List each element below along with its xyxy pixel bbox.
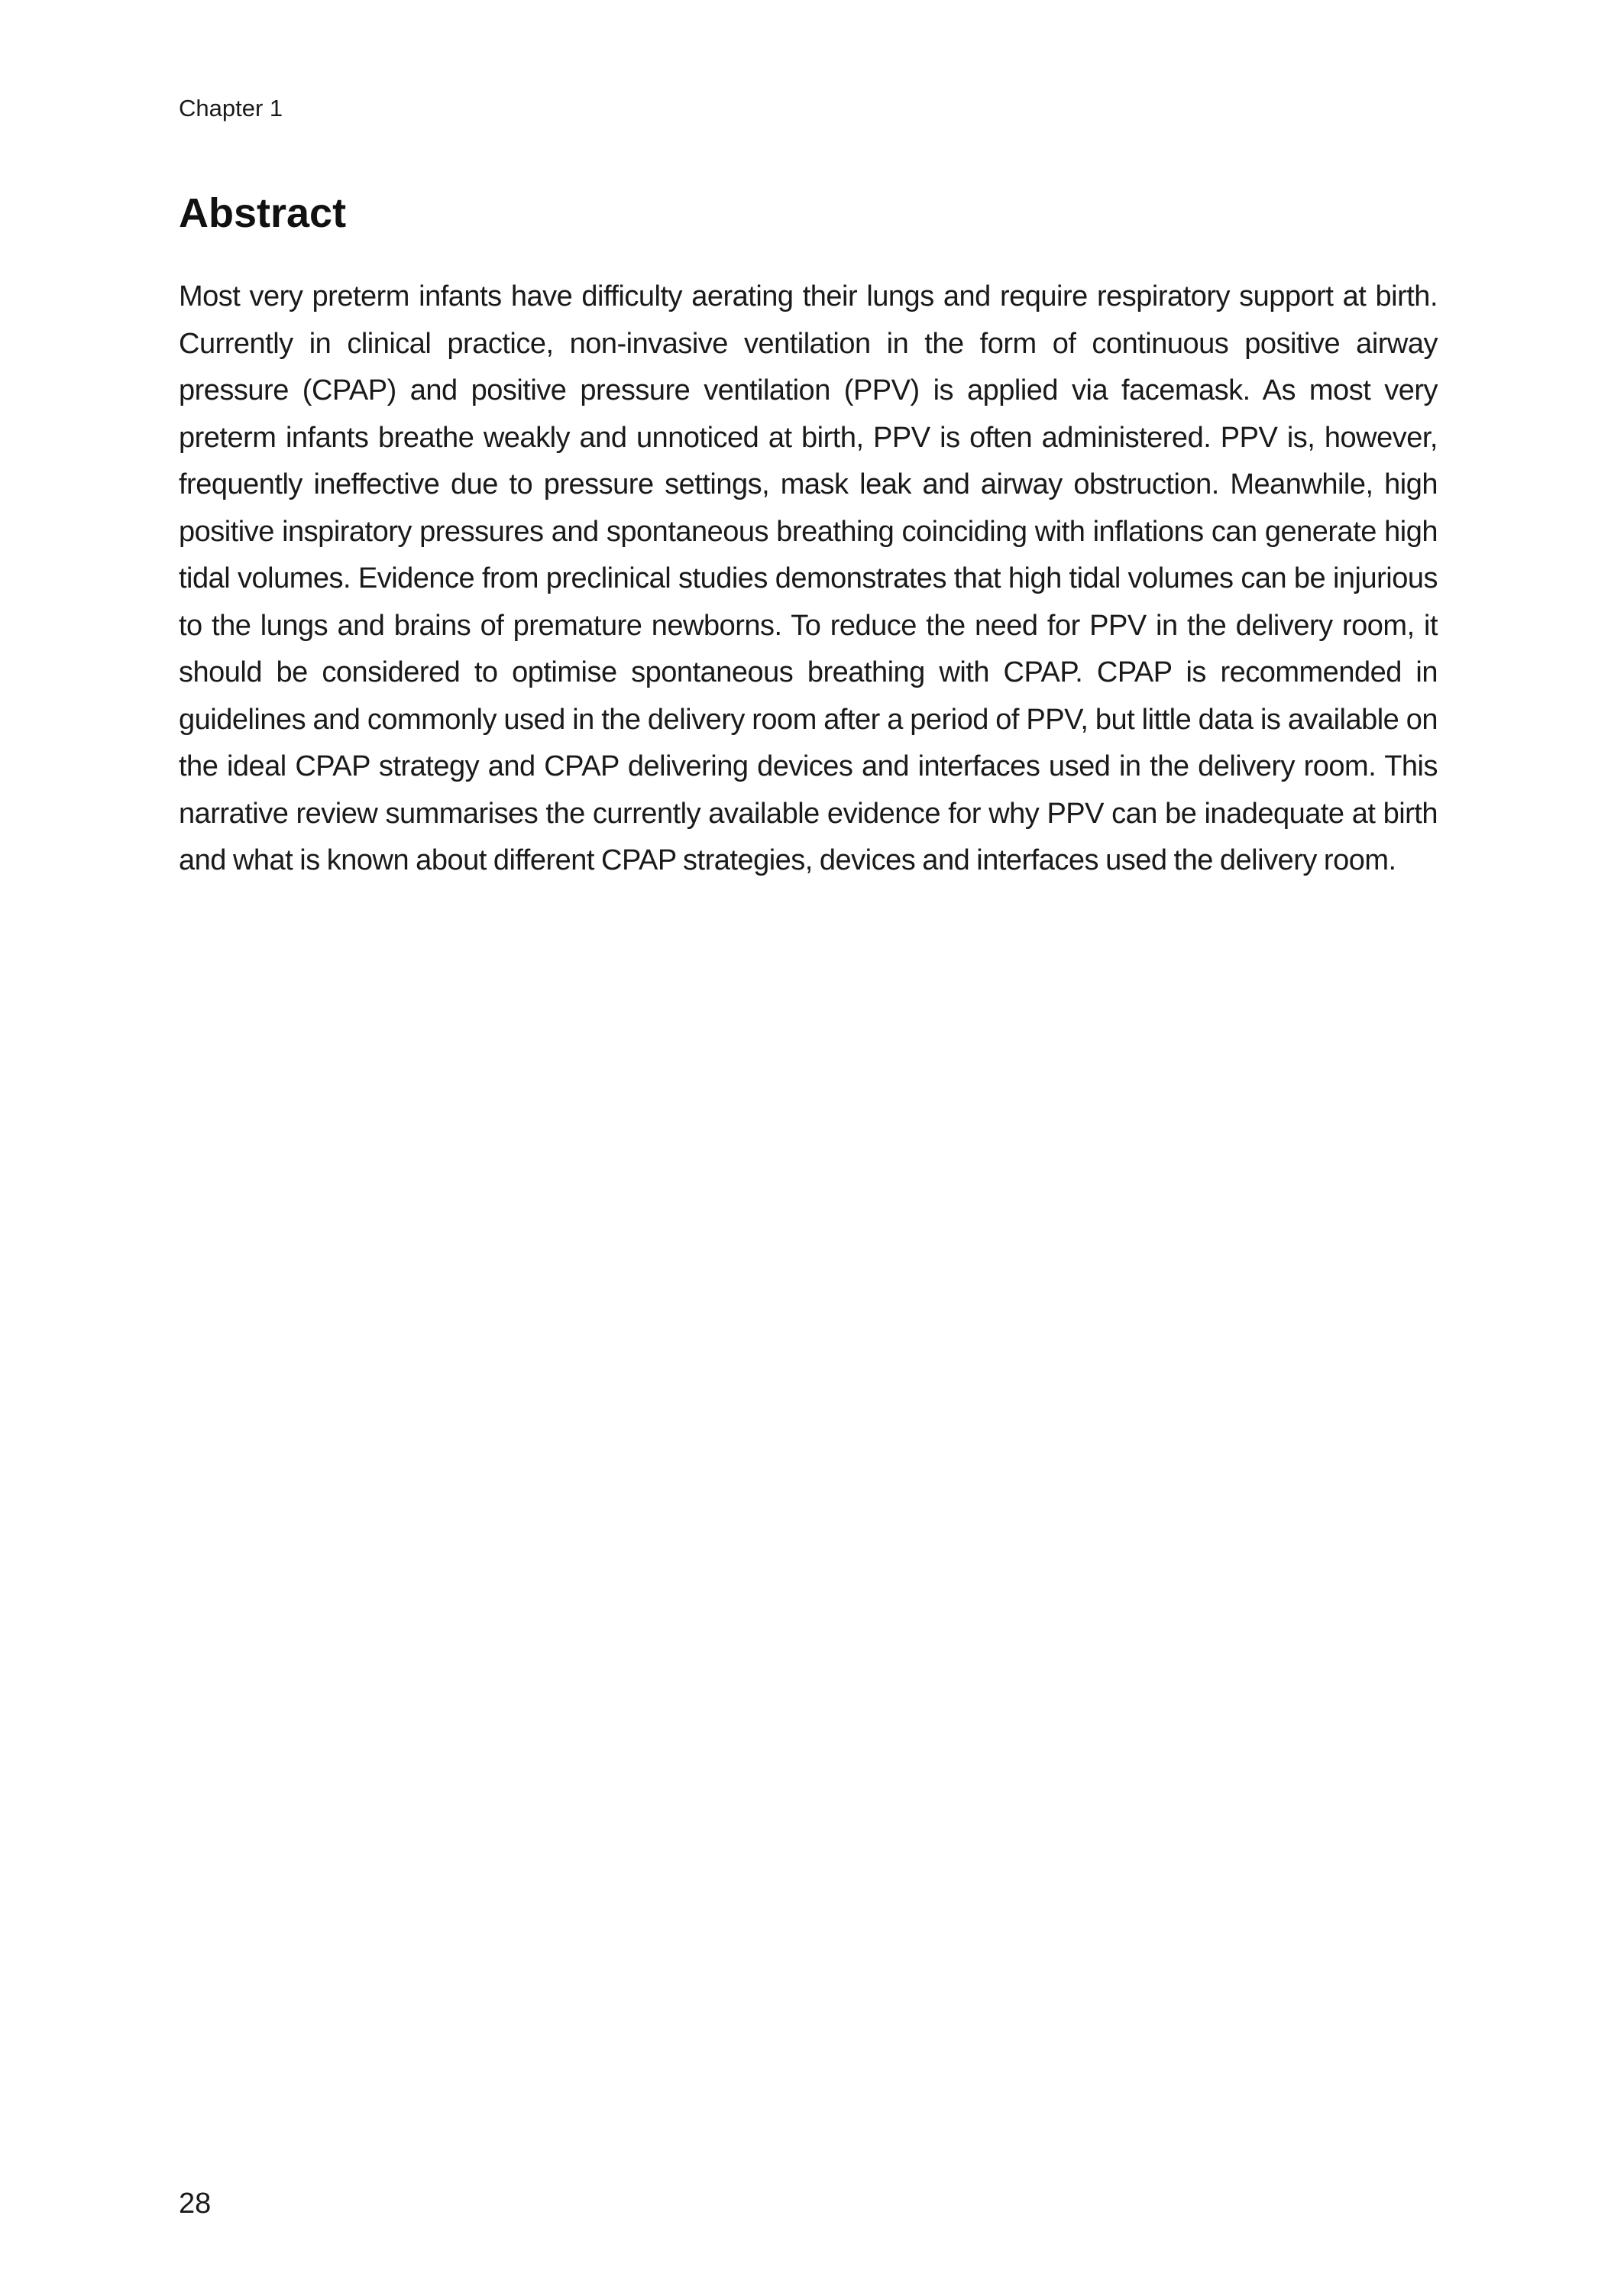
- abstract-paragraph: Most very preterm infants have difficulty aerating their lungs and require respiratory support at birth. Currently in clinical practice, non-invasive ventilation in the form of continuous positive airway pressure (CPAP) and positive pressure ventilation (PPV) is applied via facemask. As most very preterm infants breathe weakly and unnoticed at birth, PPV is often administered. PPV is, however, frequently ineffective due to pressure settings, mask leak and airway obstruction. Meanwhile, high positive inspiratory pressures and spontaneous breathing coinciding with inflations can generate high tidal volumes. Evidence from preclinical studies demonstrates that high tidal volumes can be injurious to the lungs and brains of premature newborns. To reduce the need for PPV in the delivery room, it should be considered to optimise spontaneous breathing with CPAP. CPAP is recommended in guidelines and commonly used in the delivery room after a period of PPV, but little data is available on the ideal CPAP strategy and CPAP delivering devices and interfaces used in the delivery room. This narrative review summarises the currently available evidence for why PPV can be inadequate at birth and what is known about different CPAP strategies, devices and interfaces used the delivery room.: [179, 280, 1438, 876]
- section-title: Abstract: [179, 190, 347, 236]
- running-header: Chapter 1: [179, 95, 283, 121]
- page-number: 28: [179, 2188, 212, 2220]
